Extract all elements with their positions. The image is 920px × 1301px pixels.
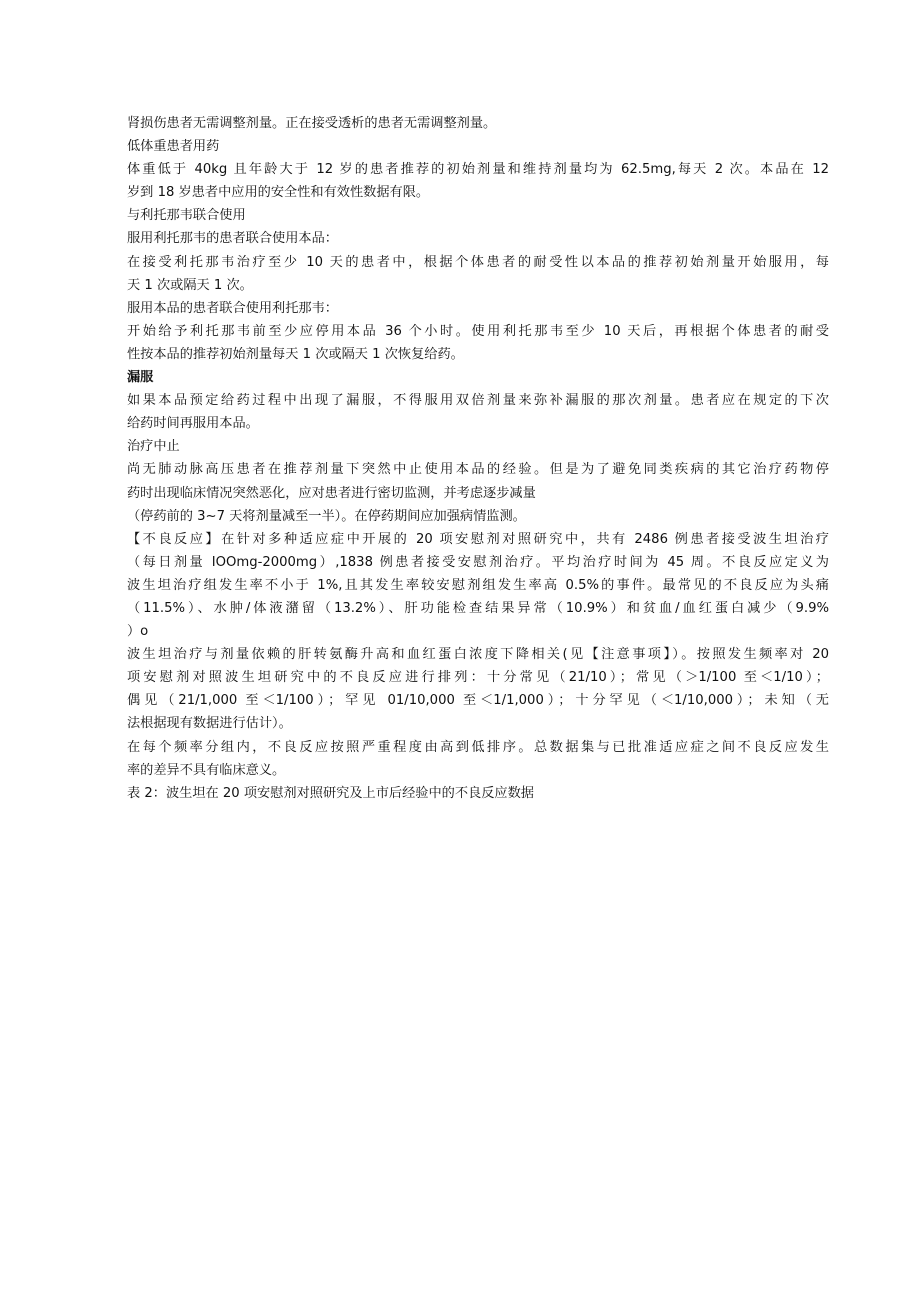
- text-line: 岁到 18 岁患者中应用的安全性和有效性数据有限。: [127, 185, 430, 201]
- text-line: 体重低于 40kg 且年龄大于 12 岁的患者推荐的初始剂量和维持剂量均为 62.5mg,每天 2 次。本品在 12: [127, 162, 829, 178]
- text-line: （停药前的 3~7 天将剂量减至一半）。在停药期间应加强病情监测。: [127, 508, 526, 524]
- text-line: （每日剂量 IOOmg-2000mg）,1838 例患者接受安慰剂治疗。平均治疗时间为 45 周。不良反应定义为: [127, 554, 829, 570]
- section-heading: 与利托那韦联合使用: [127, 208, 246, 224]
- text-line: 法根据现有数据进行估计）。: [127, 716, 292, 732]
- text-line: ）o: [127, 624, 149, 640]
- text-line: 率的差异不具有临床意义。: [127, 762, 286, 778]
- text-line: 如果本品预定给药过程中出现了漏服，不得服用双倍剂量来弥补漏服的那次剂量。患者应在规定的下次: [127, 393, 829, 409]
- text-line: 波生坦治疗组发生率不小于 1%,且其发生率较安慰剂组发生率高 0.5%的事件。最常见的不良反应为头痛: [127, 577, 829, 593]
- text-line: 波生坦治疗与剂量依赖的肝转氨酶升高和血红蛋白浓度下降相关(见【注意事项】）。按照发生频率对 20: [127, 647, 829, 663]
- section-heading: 低体重患者用药: [127, 139, 220, 155]
- text-line: （11.5%）、水肿/体液潴留（13.2%）、肝功能检查结果异常（10.9%）和贫血/血红蛋白减少（9.9%: [127, 600, 829, 616]
- table-caption: 表 2：波生坦在 20 项安慰剂对照研究及上市后经验中的不良反应数据: [127, 785, 534, 801]
- text-line: 偶见（21/1,000 至＜1/100）；罕见 01/10,000 至＜1/1,000）；十分罕见（＜1/10,000）；未知（无: [127, 693, 829, 709]
- text-line: 天 1 次或隔天 1 次。: [127, 277, 253, 293]
- text-line: 项安慰剂对照波生坦研究中的不良反应进行排列：十分常见（21/10）；常见（＞1/100 至＜1/10）；: [127, 670, 829, 686]
- subheading: 服用本品的患者联合使用利托那韦：: [127, 300, 338, 316]
- document-body: [127, 112, 829, 805]
- text-line: 在接受利托那韦治疗至少 10 天的患者中，根据个体患者的耐受性以本品的推荐初始剂量开始服用，每: [127, 254, 829, 270]
- section-heading: 治疗中止: [127, 439, 180, 455]
- text-line: 尚无肺动脉高压患者在推荐剂量下突然中止使用本品的经验。但是为了避免同类疾病的其它治疗药物停: [127, 462, 829, 478]
- text-line: 肾损伤患者无需调整剂量。正在接受透析的患者无需调整剂量。: [127, 116, 497, 131]
- text-line: 开始给予利托那韦前至少应停用本品 36 个小时。使用利托那韦至少 10 天后，再根据个体患者的耐受: [127, 323, 829, 339]
- text-line: 药时出现临床情况突然恶化，应对患者进行密切监测，并考虑逐步减量: [127, 485, 536, 501]
- subheading: 服用利托那韦的患者联合使用本品：: [127, 231, 338, 247]
- section-heading-bold: 漏服: [127, 370, 154, 386]
- text-line: 【不良反应】在针对多种适应症中开展的 20 项安慰剂对照研究中，共有 2486 例患者接受波生坦治疗: [127, 531, 829, 547]
- text-line: 性按本品的推荐初始剂量每天 1 次或隔天 1 次恢复给药。: [127, 346, 464, 362]
- text-line: 给药时间再服用本品。: [127, 416, 259, 432]
- text-line: 在每个频率分组内，不良反应按照严重程度由高到低排序。总数据集与已批准适应症之间不良反应发生: [127, 739, 829, 755]
